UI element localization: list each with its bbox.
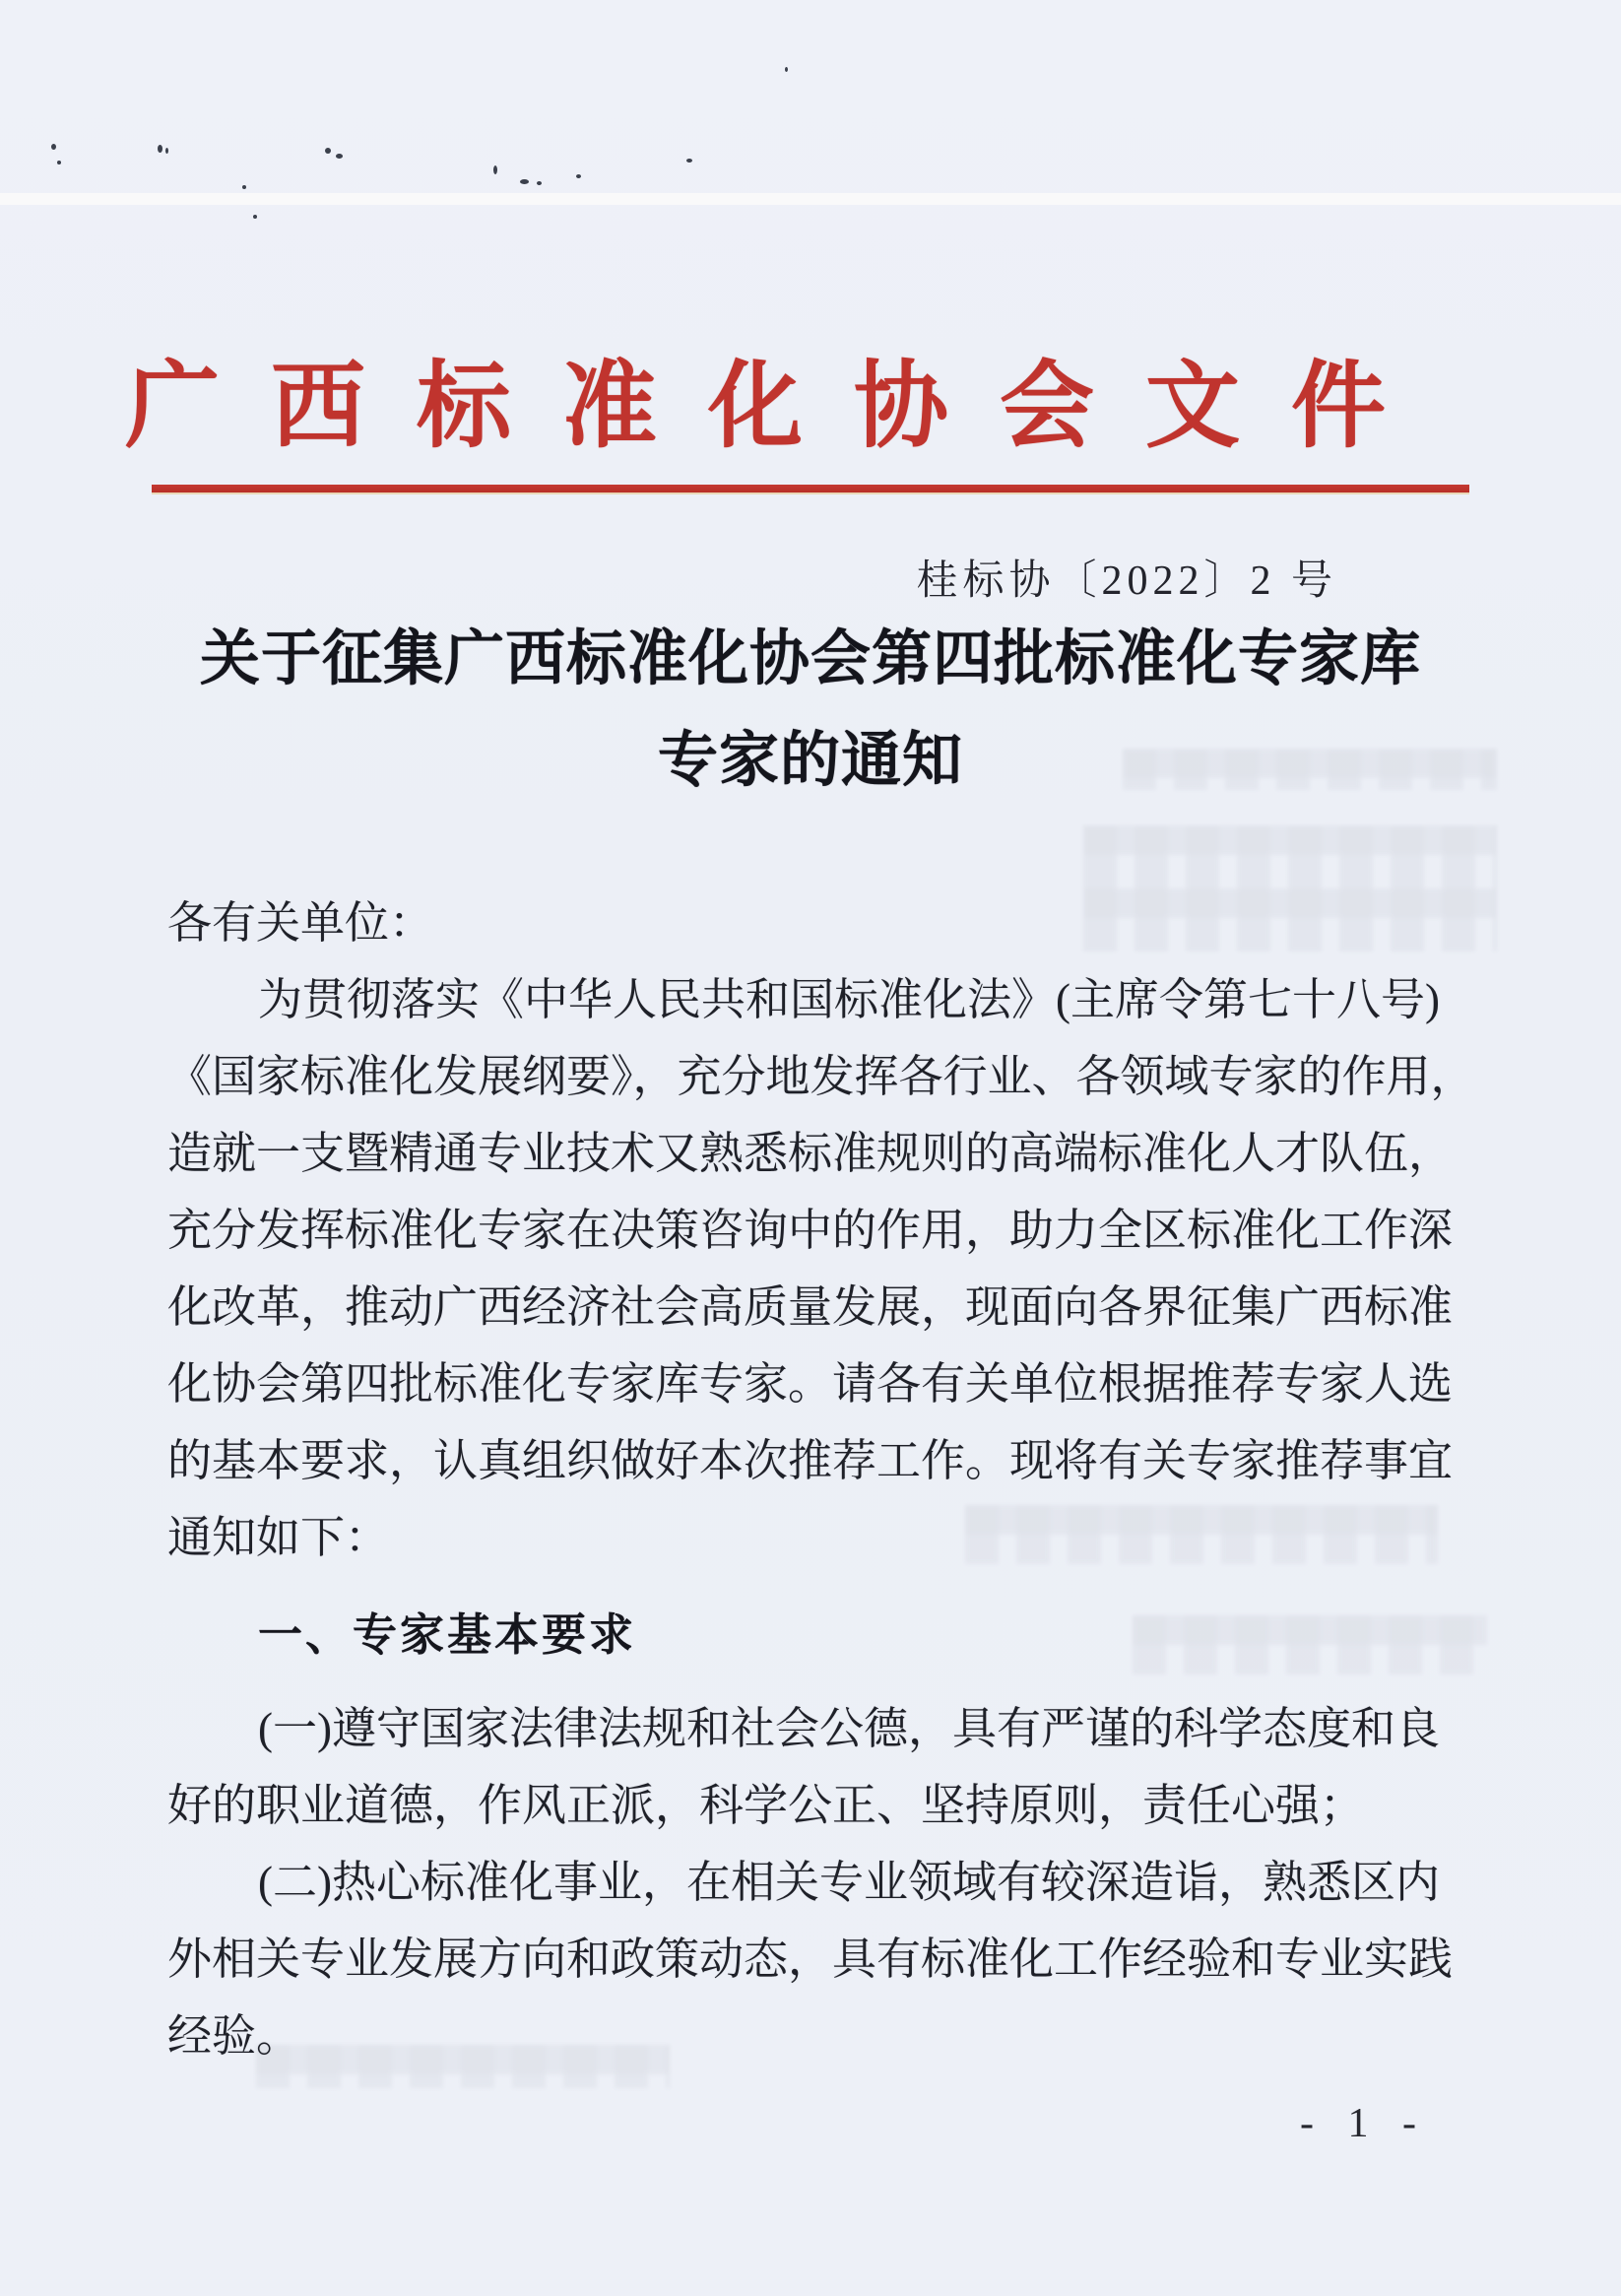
body-line: 的基本要求，认真组织做好本次推荐工作。现将有关专家推荐事宜 xyxy=(167,1436,1454,1485)
document-body xyxy=(167,885,1483,2074)
body-line: 通知如下： xyxy=(167,1513,390,1562)
body-line: 《国家标准化发展纲要》，充分地发挥各行业、各领域专家的作用， xyxy=(167,1052,1475,1101)
body-line: 为贯彻落实《中华人民共和国标准化法》(主席令第七十八号) xyxy=(258,975,1440,1024)
scan-speck xyxy=(51,144,56,150)
body-line: (二)热心标准化事业，在相关专业领域有较深造诣，熟悉区内 xyxy=(258,1858,1440,1907)
page-number: - 1 - xyxy=(1300,2101,1428,2146)
body-line: 外相关专业发展方向和政策动态，具有标准化工作经验和专业实践 xyxy=(167,1935,1454,1984)
scan-speck xyxy=(686,159,692,163)
document-title xyxy=(0,609,1621,812)
document-title-line1: 关于征集广西标准化协会第四批标准化专家库 xyxy=(199,626,1421,692)
scan-speck xyxy=(537,181,542,185)
scan-speck xyxy=(165,148,168,154)
body-line: 充分发挥标准化专家在决策咨询中的作用，助力全区标准化工作深 xyxy=(167,1206,1454,1255)
scan-speck xyxy=(57,161,61,164)
document-number: 桂标协〔2022〕2 号 xyxy=(916,558,1337,604)
document-header-org-name: 广西标准化协会文件 xyxy=(125,354,1437,459)
body-line: 造就一支暨精通专业技术又熟悉标准规则的高端标准化人才队伍， xyxy=(167,1129,1454,1178)
scan-speck xyxy=(242,185,246,189)
header-divider-rule xyxy=(152,485,1469,492)
section-heading: 一、专家基本要求 xyxy=(258,1609,637,1660)
scan-speck xyxy=(493,165,497,174)
body-line: (一)遵守国家法律法规和社会公德，具有严谨的科学态度和良 xyxy=(258,1704,1440,1753)
scan-speck xyxy=(520,179,529,184)
scan-speck xyxy=(253,215,257,219)
document-title-line2: 专家的通知 xyxy=(657,728,963,794)
body-line: 化改革，推动广西经济社会高质量发展，现面向各界征集广西标准 xyxy=(167,1282,1454,1332)
body-line: 化协会第四批标准化专家库专家。请各有关单位根据推荐专家人选 xyxy=(167,1359,1454,1409)
body-line: 各有关单位： xyxy=(167,898,434,948)
scan-speck xyxy=(325,148,331,154)
body-line: 好的职业道德，作风正派，科学公正、坚持原则，责任心强； xyxy=(167,1781,1365,1830)
scan-speck xyxy=(158,145,162,153)
scan-speck xyxy=(576,174,581,178)
scan-speck xyxy=(336,154,343,159)
scan-speck xyxy=(785,67,788,72)
body-line: 经验。 xyxy=(167,2011,301,2061)
scanner-light-band xyxy=(0,193,1621,205)
